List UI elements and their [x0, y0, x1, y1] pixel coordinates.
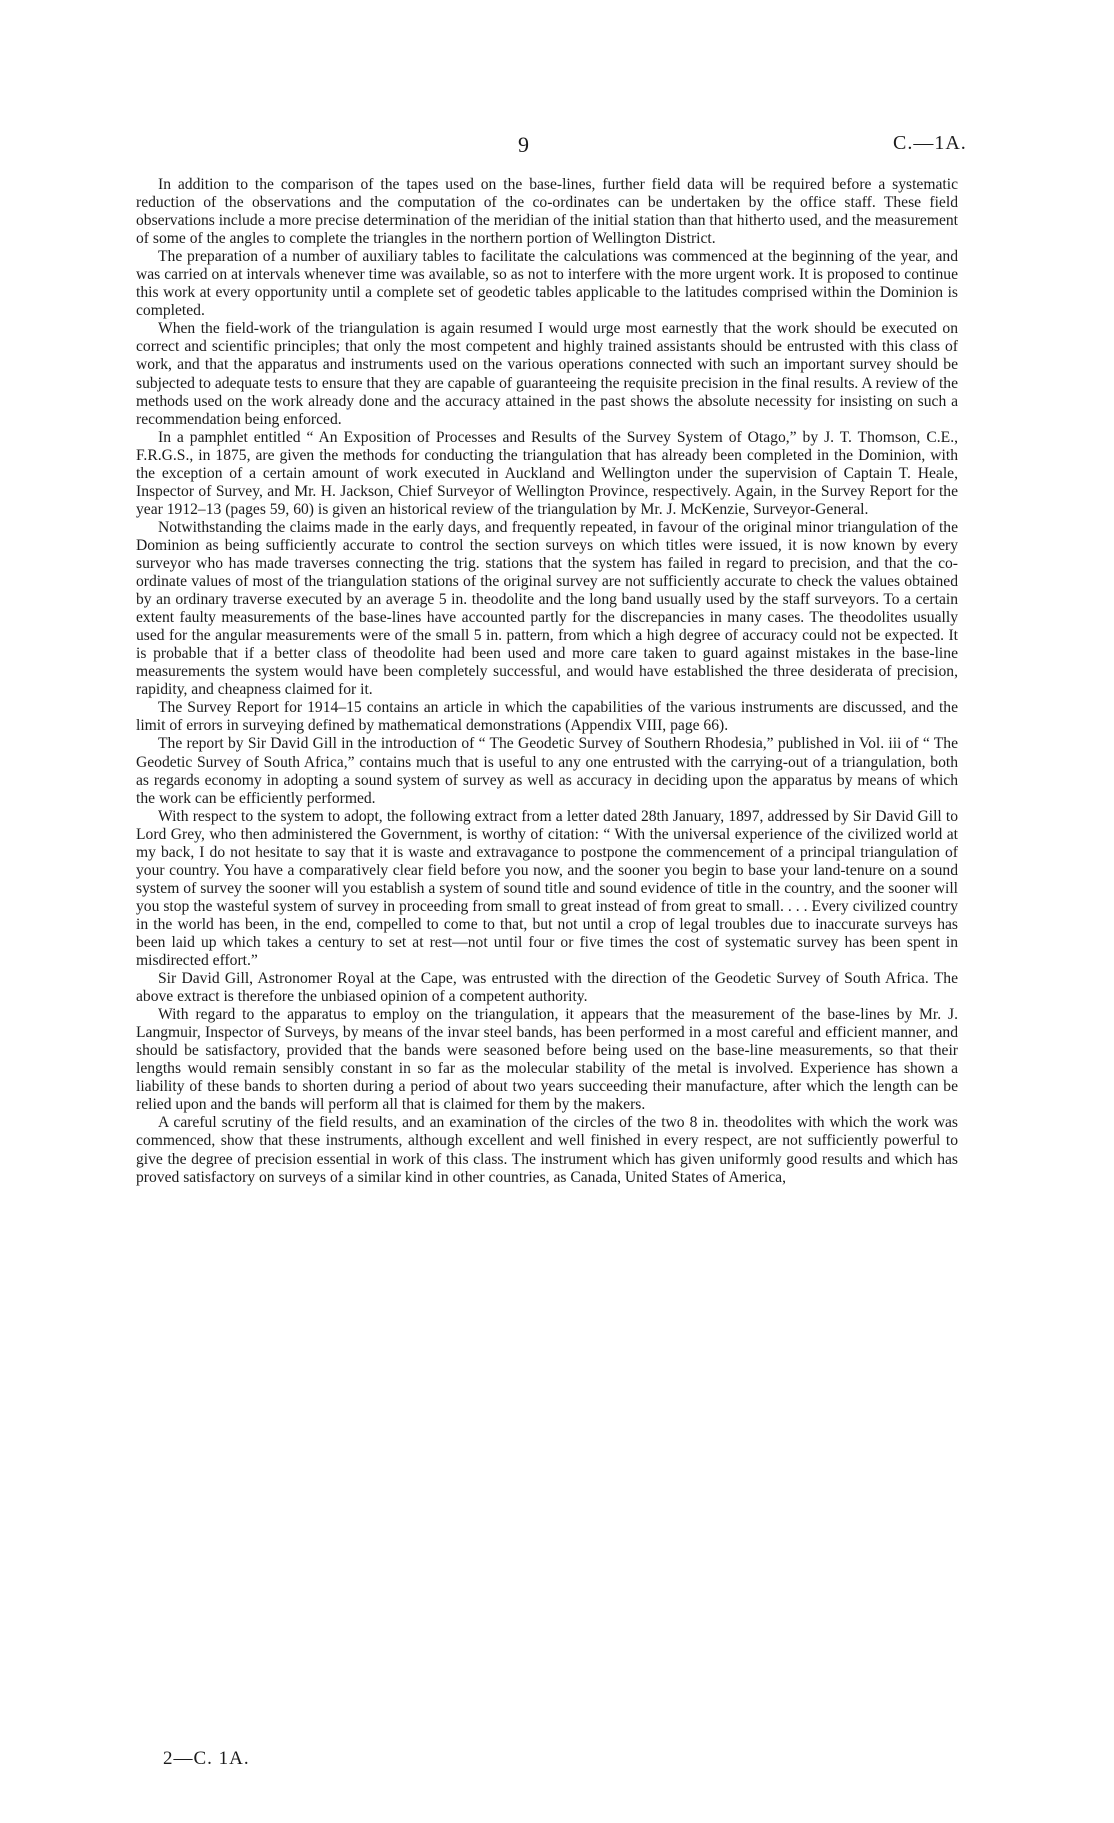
document-code: C.—1A.	[893, 132, 967, 154]
page-header	[0, 132, 1114, 162]
paragraph: In a pamphlet entitled “ An Exposition of Processes and Results of the Survey System of Otago,” by J. T. Thomson, C.E., F.R.G.S., in 1875, are given the methods for conducting the triangulation that has already been completed in the Dominion, with the exception of a certain amount of work executed in Auckland and Wellington under the supervision of Captain T. Heale, Inspector of Survey, and Mr. H. Jackson, Chief Surveyor of Wellington Province, respectively. Again, in the Survey Report for the year 1912–13 (pages 59, 60) is given an historical review of the triangulation by Mr. J. McKenzie, Surveyor-General.	[136, 428, 958, 518]
paragraph: The Survey Report for 1914–15 contains an article in which the capabilities of the various instruments are discussed, and the limit of errors in surveying defined by mathematical demonstrations (Appendix VIII, page 66).	[136, 699, 958, 735]
paragraph: The report by Sir David Gill in the introduction of “ The Geodetic Survey of Southern Rhodesia,” published in Vol. iii of “ The Geodetic Survey of South Africa,” contains much that is useful to any one entrusted with the carrying-out of a triangulation, both as regards economy in adopting a sound system of survey as well as accuracy in deciding upon the apparatus by means of which the work can be efficiently performed.	[136, 735, 958, 807]
paragraph: A careful scrutiny of the field results, and an examination of the circles of the two 8 in. theodolites with which the work was commenced, show that these instruments, although excellent and well finished in every respect, are not sufficiently powerful to give the degree of precision essential in work of this class. The instrument which has given uniformly good results and which has proved satisfactory on surveys of a similar kind in other countries, as Canada, United States of America,	[136, 1114, 958, 1186]
paragraph: The preparation of a number of auxiliary tables to facilitate the calculations was commenced at the beginning of the year, and was carried on at intervals whenever time was available, so as not to interfere with the more urgent work. It is proposed to continue this work at every opportunity until a complete set of geodetic tables applicable to the latitudes comprised within the Dominion is completed.	[136, 248, 958, 320]
paragraph: With respect to the system to adopt, the following extract from a letter dated 28th January, 1897, addressed by Sir David Gill to Lord Grey, who then administered the Government, is worthy of citation: “ With the universal experience of the civilized world at my back, I do not hesitate to say that it is waste and extravagance to postpone the commencement of a principal triangulation of your country. You have a comparatively clear field before you now, and the sooner you begin to base your land-tenure on a sound system of survey the sooner will you establish a system of sound title and sound evidence of title in the country, and the sooner will you stop the wasteful system of survey in proceeding from small to great instead of from great to small. . . . Every civilized country in the world has been, in the end, compelled to come to that, but not until a crop of legal troubles due to inaccurate surveys has been laid up which takes a century to set at rest—not until four or five times the cost of systematic survey has been spent in misdirected effort.”	[136, 807, 958, 970]
body-text	[136, 176, 958, 1187]
paragraph: When the field-work of the triangulation is again resumed I would urge most earnestly that the work should be executed on correct and scientific principles; that only the most competent and highly trained assistants should be entrusted with this class of work, and that the apparatus and instruments used on the various operations connected with such an important survey should be subjected to adequate tests to ensure that they are capable of guaranteeing the requisite precision in the final results. A review of the methods used on the work already done and the accuracy attained in the past shows the absolute necessity for insisting on such a recommendation being enforced.	[136, 320, 958, 428]
paragraph: In addition to the comparison of the tapes used on the base-lines, further field data will be required before a systematic reduction of the observations and the computation of the co-ordinates can be undertaken by the office staff. These field observations include a more precise determination of the meridian of the initial station than that hitherto used, and the measurement of some of the angles to complete the triangles in the northern portion of Wellington District.	[136, 176, 958, 248]
page-number: 9	[518, 132, 530, 157]
paragraph: Notwithstanding the claims made in the early days, and frequently repeated, in favour of the original minor triangulation of the Dominion as being sufficiently accurate to control the section surveys on which titles were issued, it is now known by every surveyor who has made traverses connecting the trig. stations that the system has failed in regard to precision, and that the co-ordinate values of most of the triangulation stations of the original survey are not sufficiently accurate to check the values obtained by an ordinary traverse executed by an average 5 in. theodolite and the long band usually used by the staff surveyors. To a certain extent faulty measurements of the base-lines have accounted partly for the discrepancies in many cases. The theodolites usually used for the angular measurements were of the small 5 in. pattern, from which a high degree of accuracy could not be expected. It is probable that if a better class of theodolite had been used and more care taken to guard against mistakes in the base-line measurements the system would have been completely successful, and would have established the three desiderata of precision, rapidity, and cheapness claimed for it.	[136, 518, 958, 699]
paragraph: With regard to the apparatus to employ on the triangulation, it appears that the measurement of the base-lines by Mr. J. Langmuir, Inspector of Surveys, by means of the invar steel bands, has been performed in a most careful and efficient manner, and should be satisfactory, provided that the bands were seasoned before being used on the base-line measurements, so that their lengths would remain sensibly constant in so far as the molecular stability of the metal is involved. Experience has shown a liability of these bands to shorten during a period of about two years succeeding their manufacture, after which the length can be relied upon and the bands will perform all that is claimed for them by the makers.	[136, 1006, 958, 1114]
signature-mark: 2—C. 1A.	[163, 1748, 250, 1769]
paragraph: Sir David Gill, Astronomer Royal at the Cape, was entrusted with the direction of the Geodetic Survey of South Africa. The above extract is therefore the unbiased opinion of a competent authority.	[136, 970, 958, 1006]
